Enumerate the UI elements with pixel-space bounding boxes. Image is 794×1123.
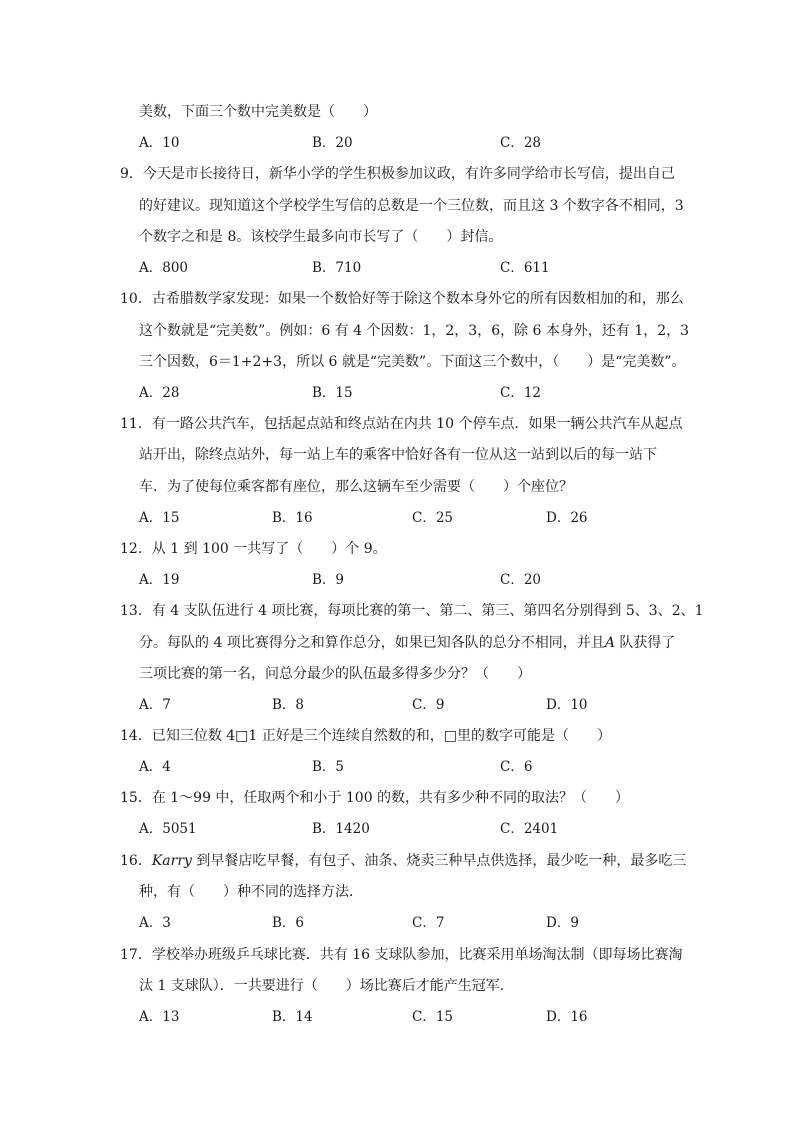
q17-option-c: C．15: [412, 1009, 454, 1025]
q11-line-1: 11．有一路公共汽车，包括起点站和终点站在内共 10 个停车点．如果一辆公共汽车从起点: [120, 416, 683, 432]
q13-option-c: C．9: [412, 697, 445, 713]
q13-line-3: 三项比赛的第一名，问总分最少的队伍最多得多少分？（ ）: [139, 666, 531, 682]
q11-line-2: 站开出，除终点站外，每一站上车的乘客中恰好各有一位从这一站到以后的每一站下: [139, 447, 657, 463]
q15-option-c: C．2401: [500, 821, 559, 837]
q16-line-2: 种，有（ ）种不同的选择方法．: [139, 884, 363, 900]
q16-line-1-text: 到早餐店吃早餐，有包子、油条、烧卖三种早点供选择，最少吃一种，最多吃三: [191, 853, 687, 869]
q10-line-1: 10．古希腊数学家发现：如果一个数恰好等于除这个数本身外它的所有因数相加的和，那么: [120, 291, 684, 307]
q17-line-2: 汰 1 支球队）．一共要进行（ ）场比赛后才能产生冠军．: [139, 978, 514, 994]
q16-option-a: A．3: [139, 915, 171, 931]
q9-option-b: B．710: [312, 260, 362, 276]
q14-line-1: 14．已知三位数 4□1 正好是三个连续自然数的和，□里的数字可能是（ ）: [120, 728, 611, 744]
q12-line-1: 12．从 1 到 100 一共写了（ ）个 9。: [120, 541, 387, 557]
q10-line-3: 三个因数，6＝1+2+3，所以 6 就是“完美数”。下面这三个数中，（ ）是“完美数”。: [139, 354, 686, 370]
q10-option-b: B．15: [312, 385, 353, 401]
q15-line-1: 15．在 1～99 中，任取两个和小于 100 的数，共有多少种不同的取法？（ ）: [120, 790, 630, 806]
q14-option-c: C．6: [500, 759, 533, 775]
q16-option-d: D．9: [546, 915, 579, 931]
q11-option-b: B．16: [272, 510, 313, 526]
q13-team-a: A: [604, 635, 615, 651]
q9-option-c: C．611: [500, 260, 550, 276]
q11-option-c: C．25: [412, 510, 454, 526]
q14-option-b: B．5: [312, 759, 345, 775]
q12-option-b: B．9: [312, 572, 345, 588]
q17-option-d: D．16: [546, 1009, 588, 1025]
q8-continuation-line: 美数，下面三个数中完美数是（ ）: [139, 104, 377, 120]
q11-option-a: A．15: [139, 510, 180, 526]
q13-line-2-tail: 队获得了: [614, 635, 676, 651]
q13-option-b: B．8: [272, 697, 305, 713]
q13-option-d: D．10: [546, 697, 588, 713]
q13-line-2-text: 分。每队的 4 项比赛得分之和算作总分，如果已知各队的总分不相同，并且: [139, 635, 605, 651]
q16-option-c: C．7: [412, 915, 445, 931]
q17-line-1: 17．学校举办班级乒乓球比赛．共有 16 支球队参加，比赛采用单场淘汰制（即每场比赛淘: [120, 947, 683, 963]
q9-line-2: 的好建议。现知道这个学校学生写信的总数是一个三位数，而且这 3 个数字各不相同，3: [139, 198, 684, 214]
q15-option-b: B．1420: [312, 821, 370, 837]
q9-option-a: A．800: [139, 260, 189, 276]
q13-option-a: A．7: [139, 697, 171, 713]
q16-line-1: [120, 852, 686, 870]
q17-option-b: B．14: [272, 1009, 313, 1025]
q8-option-c: C．28: [500, 135, 542, 151]
q16-name-karry: Karry: [151, 853, 192, 869]
q17-option-a: A．13: [139, 1009, 180, 1025]
q16-number: 16．: [120, 853, 152, 869]
q15-option-a: A．5051: [139, 821, 197, 837]
q11-option-d: D．26: [546, 510, 588, 526]
q13-line-1: 13．有 4 支队伍进行 4 项比赛，每项比赛的第一、第二、第三、第四名分别得到 5、3、2、1: [120, 603, 704, 619]
q10-option-a: A．28: [139, 385, 180, 401]
q14-option-a: A．4: [139, 759, 171, 775]
q13-line-2: [139, 634, 675, 652]
q9-line-3: 个数字之和是 8。该校学生最多向市长写了（ ）封信。: [139, 229, 503, 245]
q8-option-a: A．10: [139, 135, 180, 151]
q10-line-2: 这个数就是“完美数”。例如：6 有 4 个因数：1，2，3，6，除 6 本身外，还有 1，2，3: [139, 323, 690, 339]
q16-option-b: B．6: [272, 915, 305, 931]
q11-line-3: 车．为了使每位乘客都有座位，那么这辆车至少需要（ ）个座位？: [139, 479, 573, 495]
q12-option-a: A．19: [139, 572, 180, 588]
q8-option-b: B．20: [312, 135, 353, 151]
q9-line-1: 9．今天是市长接待日，新华小学的学生积极参加议政，有许多同学给市长写信，提出自己: [120, 166, 675, 182]
q10-option-c: C．12: [500, 385, 542, 401]
q12-option-c: C．20: [500, 572, 542, 588]
